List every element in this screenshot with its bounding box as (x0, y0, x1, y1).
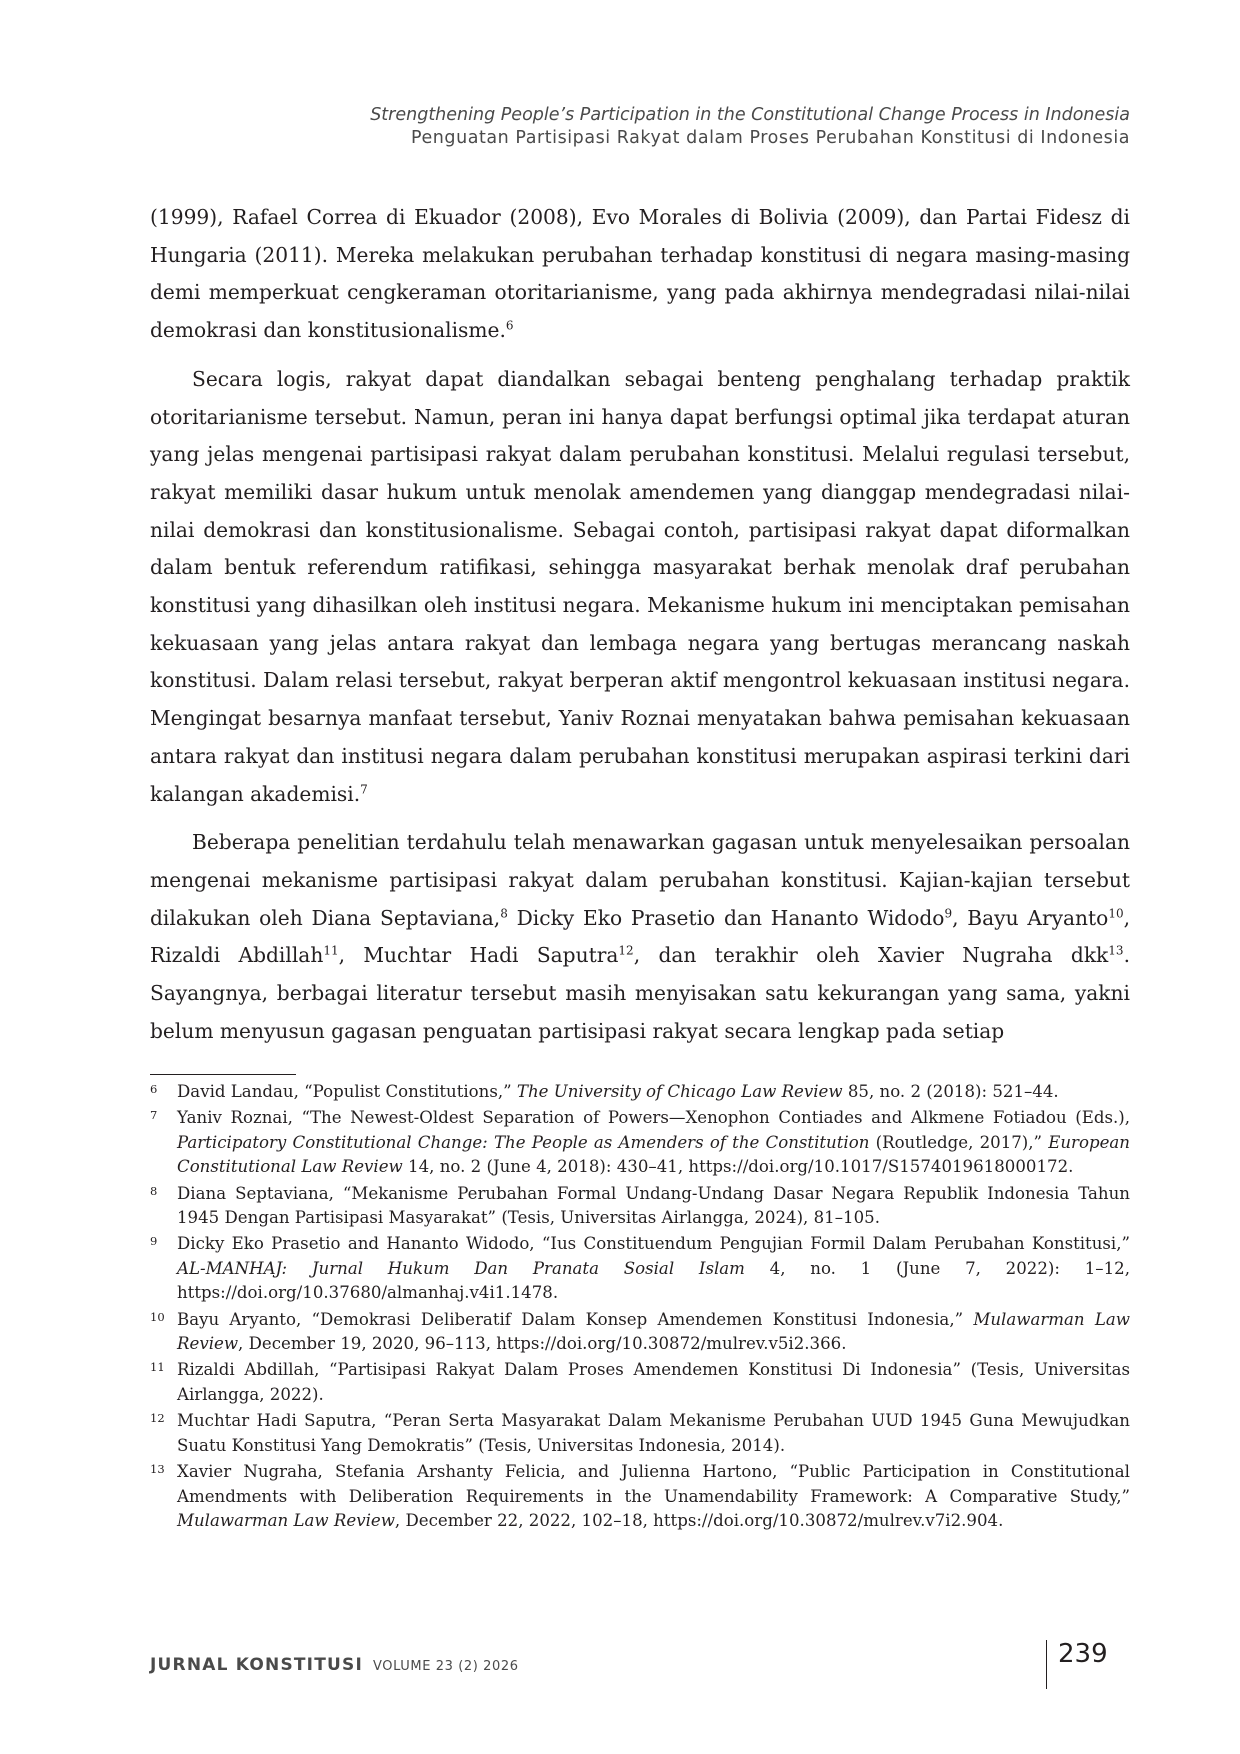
citation-source: AL-MANHAJ: Jurnal Hukum Dan Pranata Sosial Islam (177, 1258, 745, 1278)
citation-link[interactable]: , December 22, 2022, 102–18, https://doi.org/10.30872/mulrev.v7i2.904. (394, 1510, 1004, 1530)
footnote-ref-6[interactable]: 6 (505, 318, 514, 333)
footnote-text (177, 1232, 1130, 1305)
paragraph-3-text-7: . Sayangnya, berbagai literatur tersebut masih menyisakan satu kekurangan yang sama, yakni belum menyusun gagasan penguatan partisipasi rakyat secara lengkap pada setiap (150, 943, 1130, 1043)
citation-text: David Landau, “Populist Constitutions,” (177, 1082, 517, 1101)
citation-source: European Constitutional Law Review (177, 1132, 1130, 1177)
paragraph-1-text: (1999), Rafael Correa di Ekuador (2008), Evo Morales di Bolivia (2009), dan Partai Fidesz di Hungaria (2011). Mereka melakukan perubahan terhadap konstitusi di negara masing-masing demi memperkuat cengkeraman otoritarianisme, yang pada akhirnya mendegradasi nilai-nilai demokrasi dan konstitusionalisme. (150, 205, 1130, 343)
header-title-english: Strengthening People’s Participation in the Constitutional Change Process in Indonesia (370, 105, 1130, 125)
footnote-ref-12[interactable]: 12 (618, 943, 634, 958)
footnote-text (177, 1460, 1130, 1533)
running-header (150, 104, 1130, 150)
footnote-number: 12 (150, 1411, 165, 1426)
footnote-text (177, 1182, 1130, 1231)
citation-link[interactable]: 14, no. 2 (June 4, 2018): 430–41, https://doi.org/10.1017/S1574019618000172. (402, 1157, 1074, 1177)
citation-text: Diana Septaviana, “Mekanisme Perubahan Formal Undang-Undang Dasar Negara Republik Indonesia Tahun 1945 Dengan Partisipasi Masyarakat” (Tesis, Universitas Airlangga, 2024), 81–105. (177, 1183, 1130, 1228)
paragraph-2 (150, 361, 1130, 813)
footnote-ref-10[interactable]: 10 (1108, 905, 1124, 920)
header-title-indonesian: Penguatan Partisipasi Rakyat dalam Proses Perubahan Konstitusi di Indonesia (410, 128, 1130, 148)
footnotes (150, 1080, 1130, 1535)
footnote-12 (150, 1409, 1130, 1458)
citation-source: The University of Chicago Law Review (516, 1082, 843, 1101)
footnote-number: 8 (150, 1183, 158, 1198)
citation-text: Rizaldi Abdillah, “Partisipasi Rakyat Dalam Proses Amendemen Konstitusi Di Indonesia” (Tesis, Universitas Airlangga, 2022). (177, 1360, 1130, 1404)
journal-volume: VOLUME 23 (2) 2026 (372, 1659, 519, 1674)
citation-link[interactable]: 4, no. 1 (June 7, 2022): 1–12, https://doi.org/10.37680/almanhaj.v4i1.1478. (177, 1258, 1130, 1303)
citation-source: Mulawarman Law Review (177, 1309, 1130, 1354)
paragraph-3-text-1: Beberapa penelitian terdahulu telah menawarkan gagasan untuk menyelesaikan persoalan mengenai mekanisme partisipasi rakyat dalam perubahan konstitusi. Kajian-kajian tersebut dilakukan oleh Diana Septaviana, (150, 830, 1130, 930)
citation-text: (Routledge, 2017),” (869, 1132, 1049, 1152)
paragraph-3 (150, 824, 1130, 1050)
paragraph-3-text-3: , Bayu Aryanto (952, 905, 1109, 930)
journal-name: JURNAL KONSTITUSI (150, 1655, 363, 1675)
footnote-ref-11[interactable]: 11 (323, 943, 339, 958)
citation-text: Xavier Nugraha, Stefania Arshanty Felicia, and Julienna Hartono, “Public Participation in Constitutional Amendments with Deliberation Requirements in the Unamendability Framework: A Comparative Study,” (177, 1462, 1130, 1506)
footnote-text (177, 1308, 1130, 1357)
footnote-number: 11 (150, 1360, 165, 1375)
main-body-text (150, 199, 1130, 1061)
footnote-separator (150, 1074, 296, 1075)
footnote-ref-7[interactable]: 7 (360, 781, 368, 796)
citation-source: Participatory Constitutional Change: The People as Amenders of the Constitution (177, 1132, 870, 1152)
citation-text: Yaniv Roznai, “The Newest-Oldest Separation of Powers—Xenophon Contiades and Alkmene Fotiadou (Eds.), (177, 1108, 1130, 1128)
paragraph-3-text-4: , Rizaldi Abdillah (150, 905, 1131, 968)
footnote-text (177, 1080, 1130, 1104)
page-number: 239 (1058, 1639, 1108, 1669)
footnote-ref-9[interactable]: 9 (944, 905, 953, 920)
footnote-7 (150, 1106, 1130, 1179)
paragraph-3-text-2: Dicky Eko Prasetio dan Hananto Widodo (507, 905, 945, 930)
citation-text: Bayu Aryanto, “Demokrasi Deliberatif Dalam Konsep Amendemen Konstitusi Indonesia,” (177, 1309, 974, 1329)
footnote-11 (150, 1358, 1130, 1407)
footnote-number: 13 (150, 1462, 165, 1477)
footnote-6 (150, 1080, 1130, 1104)
footnote-ref-8[interactable]: 8 (500, 905, 508, 920)
footnote-number: 6 (150, 1082, 158, 1096)
citation-text: 85, no. 2 (2018): 521–44. (842, 1082, 1059, 1101)
footnote-13 (150, 1460, 1130, 1533)
footnote-text (177, 1409, 1130, 1458)
paragraph-3-text-5: , Muchtar Hadi Saputra (338, 943, 619, 968)
footnote-number: 9 (150, 1234, 158, 1249)
paragraph-2-text: Secara logis, rakyat dapat diandalkan sebagai benteng penghalang terhadap praktik otoritarianisme tersebut. Namun, peran ini hanya dapat berfungsi optimal jika terdapat aturan yang jelas mengenai partisipasi rakyat dalam perubahan konstitusi. Melalui regulasi tersebut, rakyat memiliki dasar hukum untuk menolak amendemen yang dianggap mendegradasi nilai-nilai demokrasi dan konstitusionalisme. Sebagai contoh, partisipasi rakyat dapat diformalkan dalam bentuk referendum ratifikasi, sehingga masyarakat berhak menolak draf perubahan konstitusi yang dihasilkan oleh institusi negara. Mekanisme hukum ini menciptakan pemisahan kekuasaan yang jelas antara rakyat dan lembaga negara yang bertugas merancang naskah konstitusi. Dalam relasi tersebut, rakyat berperan aktif mengontrol kekuasaan institusi negara. Mengingat besarnya manfaat tersebut, Yaniv Roznai menyatakan bahwa pemisahan kekuasaan antara rakyat dan institusi negara dalam perubahan konstitusi merupakan aspirasi terkini dari kalangan akademisi. (150, 366, 1130, 806)
footnote-8 (150, 1182, 1130, 1231)
footer-journal-info (150, 1655, 519, 1675)
paragraph-1 (150, 199, 1130, 350)
footnote-text (177, 1358, 1130, 1407)
page-number-divider (1046, 1640, 1047, 1689)
citation-text: Muchtar Hadi Saputra, “Peran Serta Masyarakat Dalam Mekanisme Perubahan UUD 1945 Guna Mewujudkan Suatu Konstitusi Yang Demokratis” (Tesis, Universitas Indonesia, 2014). (177, 1411, 1130, 1455)
citation-text: Dicky Eko Prasetio and Hananto Widodo, “Ius Constituendum Pengujian Formil Dalam Perubahan Konstitusi,” (177, 1234, 1130, 1254)
citation-source: Mulawarman Law Review (177, 1510, 395, 1530)
footnote-9 (150, 1232, 1130, 1305)
paragraph-3-text-6: , dan terakhir oleh Xavier Nugraha dkk (633, 943, 1109, 968)
footnote-number: 7 (150, 1108, 158, 1123)
footnote-number: 10 (150, 1309, 165, 1324)
footnote-10 (150, 1308, 1130, 1357)
citation-link[interactable]: , December 19, 2020, 96–113, https://doi.org/10.30872/mulrev.v5i2.366. (238, 1334, 847, 1354)
footnote-ref-13[interactable]: 13 (1108, 943, 1124, 958)
footnote-text (177, 1106, 1130, 1179)
